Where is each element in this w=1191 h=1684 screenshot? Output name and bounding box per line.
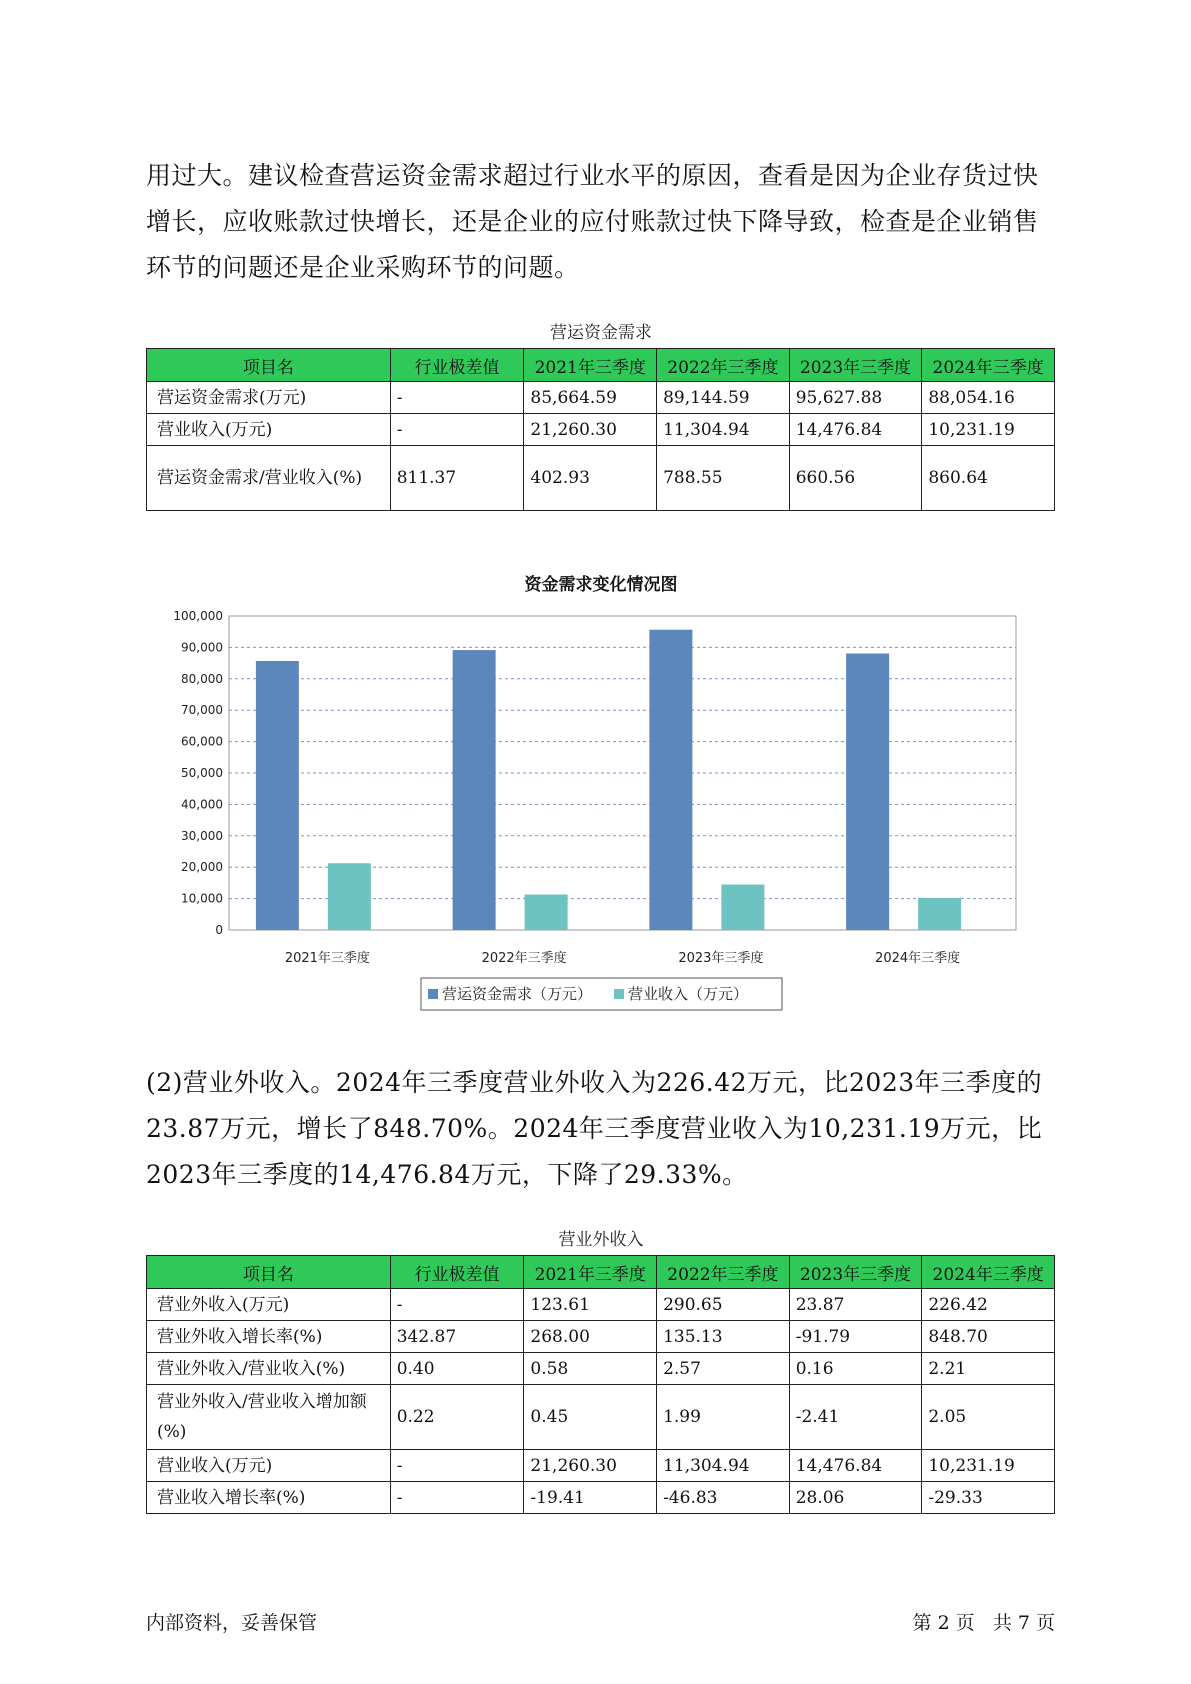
cell: 14,476.84: [789, 414, 922, 446]
x-tick-label: 2021年三季度: [284, 951, 370, 966]
header-cell: 项目名: [147, 1256, 391, 1289]
cell: 10,231.19: [922, 1450, 1055, 1482]
cell: -46.83: [657, 1482, 790, 1514]
cell: -29.33: [922, 1482, 1055, 1514]
table-row: [147, 1450, 1055, 1482]
cell: 89,144.59: [657, 382, 790, 414]
cell: 85,664.59: [524, 382, 657, 414]
x-tick-label: 2023年三季度: [678, 951, 764, 966]
bar-demand: [649, 630, 692, 930]
cell: 0.16: [789, 1353, 922, 1385]
y-tick-label: 10,000: [181, 891, 223, 906]
cell: -2.41: [789, 1385, 922, 1450]
cell: 848.70: [922, 1321, 1055, 1353]
cell: 11,304.94: [657, 414, 790, 446]
legend: [421, 978, 782, 1010]
cell: 1.99: [657, 1385, 790, 1450]
header-cell: 2021年三季度: [524, 349, 657, 382]
bar-revenue: [525, 895, 568, 930]
table-row: [147, 1482, 1055, 1514]
cell: 226.42: [922, 1289, 1055, 1321]
row-label: 营运资金需求/营业收入(%): [147, 446, 391, 511]
table2-caption: 营业外收入: [558, 1230, 644, 1250]
bar-revenue: [721, 885, 764, 930]
cell: 21,260.30: [524, 414, 657, 446]
legend-label-revenue: 营业收入（万元）: [628, 985, 749, 1003]
legend-swatch-demand: [428, 989, 438, 999]
bar-revenue: [918, 898, 961, 930]
table-row: [147, 1321, 1055, 1353]
cell: 21,260.30: [524, 1450, 657, 1482]
table-row: [147, 1385, 1055, 1450]
header-cell: 2023年三季度: [789, 1256, 922, 1289]
cell: 28.06: [789, 1482, 922, 1514]
row-label: 营业外收入增长率(%): [147, 1321, 391, 1353]
cell: 0.40: [390, 1353, 524, 1385]
paragraph-non-operating-income: (2)营业外收入。2024年三季度营业外收入为226.42万元，比2023年三季度的23.87万元，增长了848.70%。2024年三季度营业收入为10,231.19万元，比2023年三季度的14,476.84万元，下降了29.33%。: [146, 1068, 1043, 1189]
y-tick-label: 100,000: [173, 609, 223, 623]
cell: 342.87: [390, 1321, 524, 1353]
cell: 2.05: [922, 1385, 1055, 1450]
y-tick-label: 30,000: [181, 828, 223, 843]
cell: -19.41: [524, 1482, 657, 1514]
table-row: [147, 1353, 1055, 1385]
cell: 0.45: [524, 1385, 657, 1450]
y-tick-label: 70,000: [181, 703, 223, 718]
cell: 811.37: [390, 446, 524, 511]
row-label: 营业收入(万元): [147, 414, 391, 446]
header-cell: 行业极差值: [390, 1256, 524, 1289]
table-row: [147, 1289, 1055, 1321]
footer-left: 内部资料，妥善保管: [146, 1612, 318, 1634]
header-cell: 2022年三季度: [657, 349, 790, 382]
row-label: 营业收入增长率(%): [147, 1482, 391, 1514]
footer-page-number: 第 2 页 共 7 页: [912, 1612, 1055, 1634]
header-cell: 2024年三季度: [922, 349, 1055, 382]
table-row: [147, 414, 1055, 446]
header-cell: 2024年三季度: [922, 1256, 1055, 1289]
x-tick-label: 2024年三季度: [875, 951, 961, 966]
row-label: 营业收入(万元): [147, 1450, 391, 1482]
table-row: [147, 446, 1055, 511]
y-tick-label: 60,000: [181, 734, 223, 749]
cell: 2.57: [657, 1353, 790, 1385]
x-tick-label: 2022年三季度: [481, 951, 567, 966]
cell: 2.21: [922, 1353, 1055, 1385]
cell: 402.93: [524, 446, 657, 511]
cell: 95,627.88: [789, 382, 922, 414]
cell: 123.61: [524, 1289, 657, 1321]
cell: 135.13: [657, 1321, 790, 1353]
funding-demand-chart: [146, 564, 1056, 1019]
cell: 660.56: [789, 446, 922, 511]
cell: -: [390, 1482, 524, 1514]
bar-demand: [256, 661, 299, 930]
cell: 88,054.16: [922, 382, 1055, 414]
bar-revenue: [328, 863, 371, 930]
cell: 788.55: [657, 446, 790, 511]
table-header-row: [147, 349, 1055, 382]
y-tick-label: 40,000: [181, 797, 223, 812]
cell: 0.58: [524, 1353, 657, 1385]
header-cell: 2023年三季度: [789, 349, 922, 382]
non-operating-income-table: [146, 1255, 1055, 1514]
y-tick-label: 50,000: [181, 766, 223, 780]
cell: 14,476.84: [789, 1450, 922, 1482]
y-tick-label: 80,000: [181, 671, 223, 686]
table1-caption: 营运资金需求: [550, 323, 652, 343]
cell: 268.00: [524, 1321, 657, 1353]
row-label: 营业外收入/营业收入增加额(%): [147, 1385, 391, 1450]
cell: 0.22: [390, 1385, 524, 1450]
cell: -91.79: [789, 1321, 922, 1353]
row-label: 营运资金需求(万元): [147, 382, 391, 414]
working-capital-table: [146, 348, 1055, 511]
chart-title: 资金需求变化情况图: [524, 575, 678, 595]
paragraph-working-capital: 用过大。建议检查营运资金需求超过行业水平的原因，查看是因为企业存货过快增长，应收账款过快增长，还是企业的应付账款过快下降导致，检查是企业销售环节的问题还是企业采购环节的问题。: [146, 161, 1039, 282]
y-tick-label: 20,000: [181, 860, 223, 875]
header-cell: 2021年三季度: [524, 1256, 657, 1289]
cell: -: [390, 1450, 524, 1482]
cell: 10,231.19: [922, 414, 1055, 446]
header-cell: 2022年三季度: [657, 1256, 790, 1289]
cell: 290.65: [657, 1289, 790, 1321]
header-cell: 行业极差值: [390, 349, 524, 382]
header-cell: 项目名: [147, 349, 391, 382]
y-tick-label: 90,000: [181, 640, 223, 655]
row-label: 营业外收入(万元): [147, 1289, 391, 1321]
cell: 860.64: [922, 446, 1055, 511]
cell: 23.87: [789, 1289, 922, 1321]
table-row: [147, 382, 1055, 414]
cell: -: [390, 1289, 524, 1321]
legend-swatch-revenue: [614, 989, 624, 999]
y-tick-label: 0: [215, 923, 223, 937]
bar-demand: [846, 654, 889, 930]
legend-label-demand: 营运资金需求（万元）: [442, 985, 593, 1003]
row-label: 营业外收入/营业收入(%): [147, 1353, 391, 1385]
cell: 11,304.94: [657, 1450, 790, 1482]
cell: -: [390, 382, 524, 414]
table-header-row: [147, 1256, 1055, 1289]
bar-demand: [453, 650, 496, 930]
cell: -: [390, 414, 524, 446]
